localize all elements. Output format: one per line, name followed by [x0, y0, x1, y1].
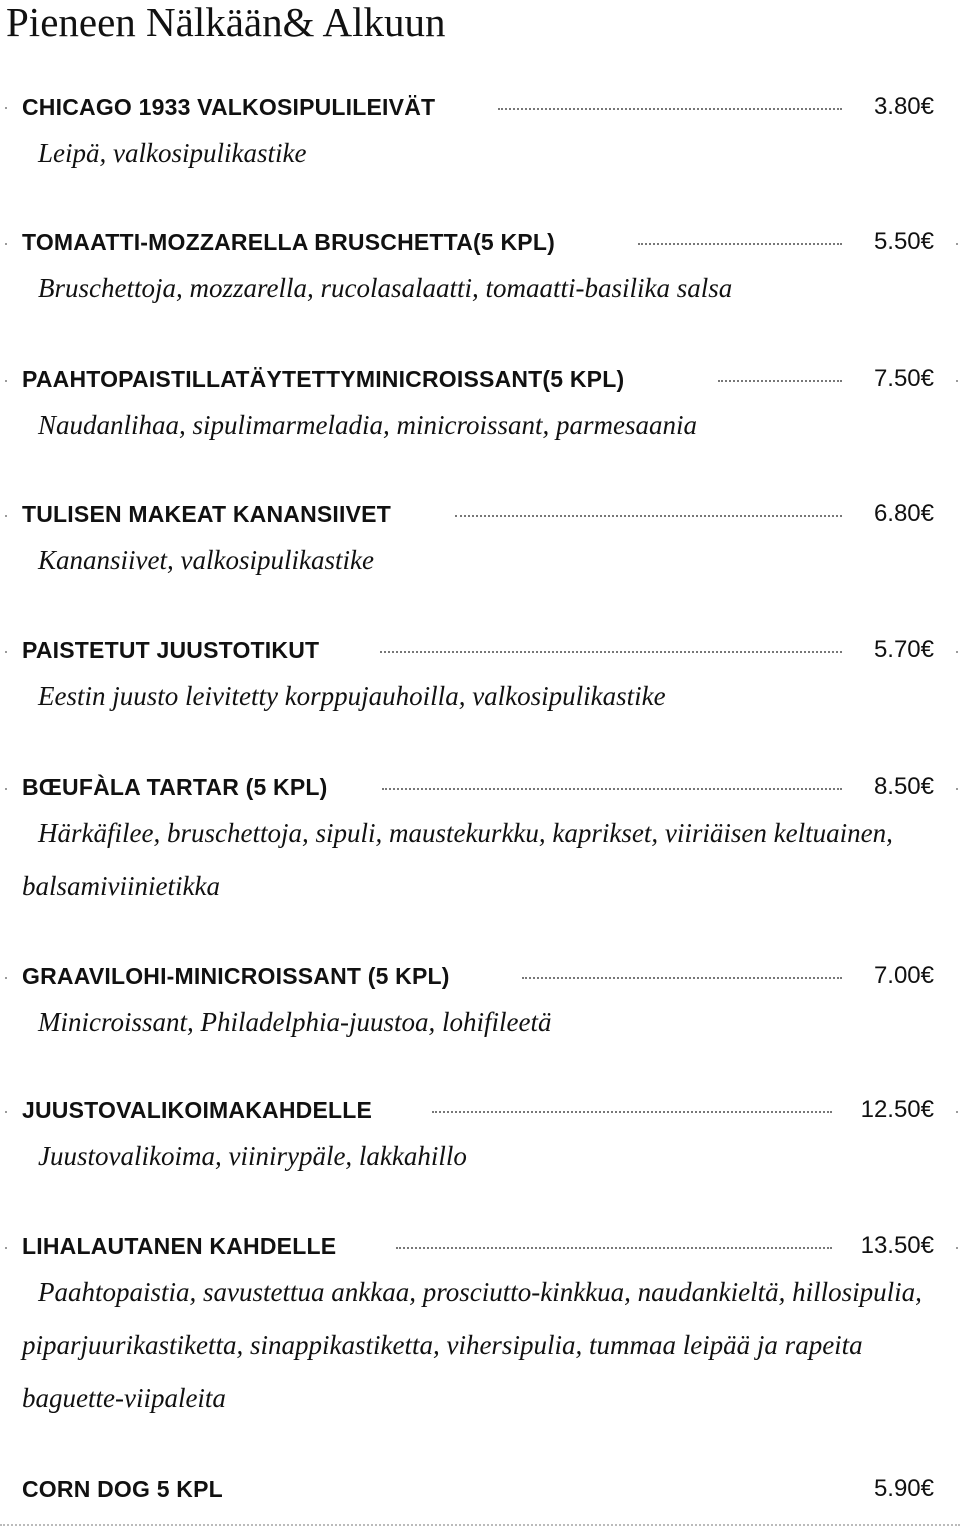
margin-dot: [5, 788, 7, 790]
bottom-divider: [0, 1524, 960, 1526]
margin-dot: [5, 107, 7, 109]
margin-dot: [5, 651, 7, 653]
item-price: 3.80€: [873, 93, 934, 120]
item-description: Kanansiivet, valkosipulikastike: [38, 545, 374, 575]
item-description: Härkäfilee, bruschettoja, sipuli, maustekurkku, kaprikset, viiriäisen keltuainen, balsamiviinietikka: [22, 818, 893, 901]
item-description: Juustovalikoima, viiniryрäle, lakkahillo: [38, 1141, 467, 1171]
item-price: 7.00€: [873, 962, 934, 989]
margin-dot: [5, 977, 7, 979]
item-price: 5.90€: [873, 1475, 934, 1502]
margin-dot: [956, 380, 958, 382]
margin-dot: [956, 651, 958, 653]
margin-dot: [5, 1247, 7, 1249]
menu-item: [0, 359, 960, 440]
dotted-leader: [380, 651, 842, 653]
item-name: GRAAVILOHI-MINICROISSANT (5 KPL): [22, 963, 450, 989]
menu-item: [0, 767, 960, 901]
dotted-leader: [382, 788, 842, 790]
item-description: Paahtopaistia, savustettua ankkaa, prosciutto-kinkkua, naudankieltä, hillosipulia, piparjuurikastiketta, sinappikastiketta, vihersipulia, tummaa leipää ja rapeita baguette-viipaleita: [22, 1277, 922, 1413]
margin-dot: [956, 1247, 958, 1249]
dotted-leader: [522, 977, 842, 979]
margin-dot: [5, 380, 7, 382]
item-price: 13.50€: [860, 1232, 934, 1259]
item-price: 6.80€: [873, 500, 934, 527]
item-description: Eestin juusto leivitetty korppujauhoilla, valkosipulikastike: [38, 681, 666, 711]
item-name: LIHALAUTANEN KAHDELLE: [22, 1233, 337, 1259]
item-price: 12.50€: [860, 1096, 934, 1123]
item-price: 8.50€: [873, 773, 934, 800]
dotted-leader: [498, 108, 842, 110]
margin-dot: [5, 1111, 7, 1113]
page-title: Pieneen Nälkään& Alkuun: [6, 0, 446, 45]
item-name: PAISTETUT JUUSTOTIKUT: [22, 637, 320, 663]
item-price: 5.50€: [873, 228, 934, 255]
dotted-leader: [455, 515, 842, 517]
item-name: BŒUFÀLA TARTAR (5 KPL): [22, 774, 328, 800]
margin-dot: [956, 788, 958, 790]
menu-item: [0, 630, 960, 711]
item-description: Bruschettoja, mozzarella, rucolasalaatti, tomaatti-basilika salsa: [38, 273, 733, 303]
dotted-leader: [638, 243, 842, 245]
margin-dot: [5, 243, 7, 245]
item-description: Naudanlihaa, sipulimarmeladia, minicroissant, parmesaania: [38, 410, 698, 440]
menu-item: [0, 1469, 960, 1509]
menu-item: [0, 1090, 960, 1171]
item-name: TULISEN MAKEAT KANANSIIVET: [22, 501, 391, 527]
item-name: CORN DOG 5 KPL: [22, 1476, 223, 1502]
item-name: PAAHTOPAISTILLATÄYTETTYMINICROISSANT(5 KPL): [22, 366, 625, 392]
menu-item: [0, 222, 960, 303]
dotted-leader: [432, 1111, 832, 1113]
item-price: 5.70€: [873, 636, 934, 663]
margin-dot: [956, 243, 958, 245]
menu-item: [0, 87, 960, 168]
menu-item: [0, 956, 960, 1037]
menu-item: [0, 1226, 960, 1413]
item-description: Leipä, valkosipulikastike: [38, 138, 307, 168]
margin-dot: [5, 515, 7, 517]
item-description: Minicroissant, Philadelphia-juustoa, lohifileetä: [38, 1007, 552, 1037]
item-name: TOMAATTI-MOZZARELLA BRUSCHETTA(5 KPL): [22, 229, 555, 255]
item-name: JUUSTOVALIKOIMAKAHDELLE: [22, 1097, 373, 1123]
dotted-leader: [718, 380, 842, 382]
margin-dot: [956, 1111, 958, 1113]
item-price: 7.50€: [873, 365, 934, 392]
menu-item: [0, 494, 960, 575]
dotted-leader: [396, 1247, 832, 1249]
item-name: CHICAGO 1933 VALKOSIPULILEIVÄT: [22, 94, 436, 120]
